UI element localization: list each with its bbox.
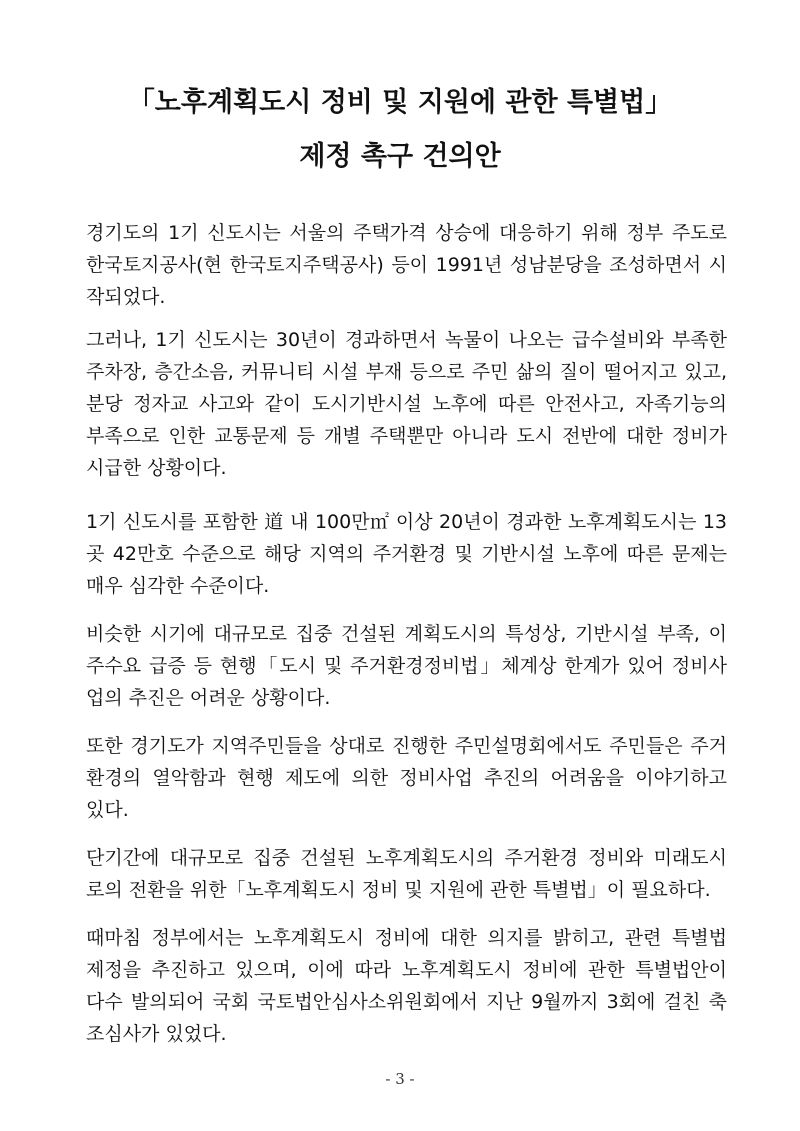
paragraph-line: 비슷한 시기에 대규모로 집중 건설된 계획도시의 특성상, 기반시설 부족, 이 [86,623,727,645]
document-title-line-2: 제정 촉구 건의안 [299,141,501,172]
paragraph [86,217,727,313]
paragraph-line: 단기간에 대규모로 집중 건설된 노후계획도시의 주거환경 정비와 미래도시 [86,847,727,869]
paragraph-line: 조심사가 있었다. [86,1023,227,1045]
paragraph-line: 로의 전환을 위한「노후계획도시 정비 및 지원에 관한 특별법」이 필요하다. [86,879,711,901]
paragraph-line: 분당 정자교 사고와 같이 도시기반시설 노후에 따른 안전사고, 자족기능의 [86,393,727,415]
paragraph-line: 작되었다. [86,286,166,308]
paragraph [86,618,727,714]
paragraph-line: 업의 추진은 어려운 상황이다. [86,687,331,709]
paragraph-line: 한국토지공사(현 한국토지주택공사) 등이 1991년 성남분당을 조성하면서 시 [86,254,727,276]
paragraph-line: 주수요 급증 등 현행「도시 및 주거환경정비법」체계상 한계가 있어 정비사 [86,655,727,677]
paragraph-line: 매우 심각한 수준이다. [86,575,270,597]
document-title-line-1: 「노후계획도시 정비 및 지원에 관한 특별법」 [127,87,673,118]
paragraph-line: 부족으로 인한 교통문제 등 개별 주택뿐만 아니라 도시 전반에 대한 정비가 [86,425,727,447]
paragraph-line: 때마침 정부에서는 노후계획도시 정비에 대한 의지를 밝히고, 관련 특별법 [86,927,727,949]
paragraph-line: 또한 경기도가 지역주민들을 상대로 진행한 주민설명회에서도 주민들은 주거 [86,735,727,757]
paragraph [86,842,727,906]
paragraph-line: 곳 42만호 수준으로 해당 지역의 주거환경 및 기반시설 노후에 따른 문제는 [86,543,727,565]
page-number: - 3 - [385,1070,415,1088]
paragraph-line: 그러나, 1기 신도시는 30년이 경과하면서 녹물이 나오는 급수설비와 부족한 [86,329,727,351]
paragraph [86,324,727,484]
paragraph-line: 경기도의 1기 신도시는 서울의 주택가격 상승에 대응하기 위해 정부 주도로 [86,222,727,244]
paragraph [86,506,727,602]
paragraph-line: 있다. [86,799,129,821]
paragraph-line: 1기 신도시를 포함한 道 내 100만㎡ 이상 20년이 경과한 노후계획도시는 13 [86,511,727,533]
paragraph [86,922,727,1050]
paragraph-line: 다수 발의되어 국회 국토법안심사소위원회에서 지난 9월까지 3회에 걸친 축 [86,991,727,1013]
paragraph-line: 주차장, 층간소음, 커뮤니티 시설 부재 등으로 주민 삶의 질이 떨어지고 있고, [86,361,727,383]
paragraph-line: 환경의 열악함과 현행 제도에 의한 정비사업 추진의 어려움을 이야기하고 [86,767,727,789]
paragraph-line: 시급한 상황이다. [86,457,227,479]
paragraph-line: 제정을 추진하고 있으며, 이에 따라 노후계획도시 정비에 관한 특별법안이 [86,959,727,981]
paragraph [86,730,727,826]
